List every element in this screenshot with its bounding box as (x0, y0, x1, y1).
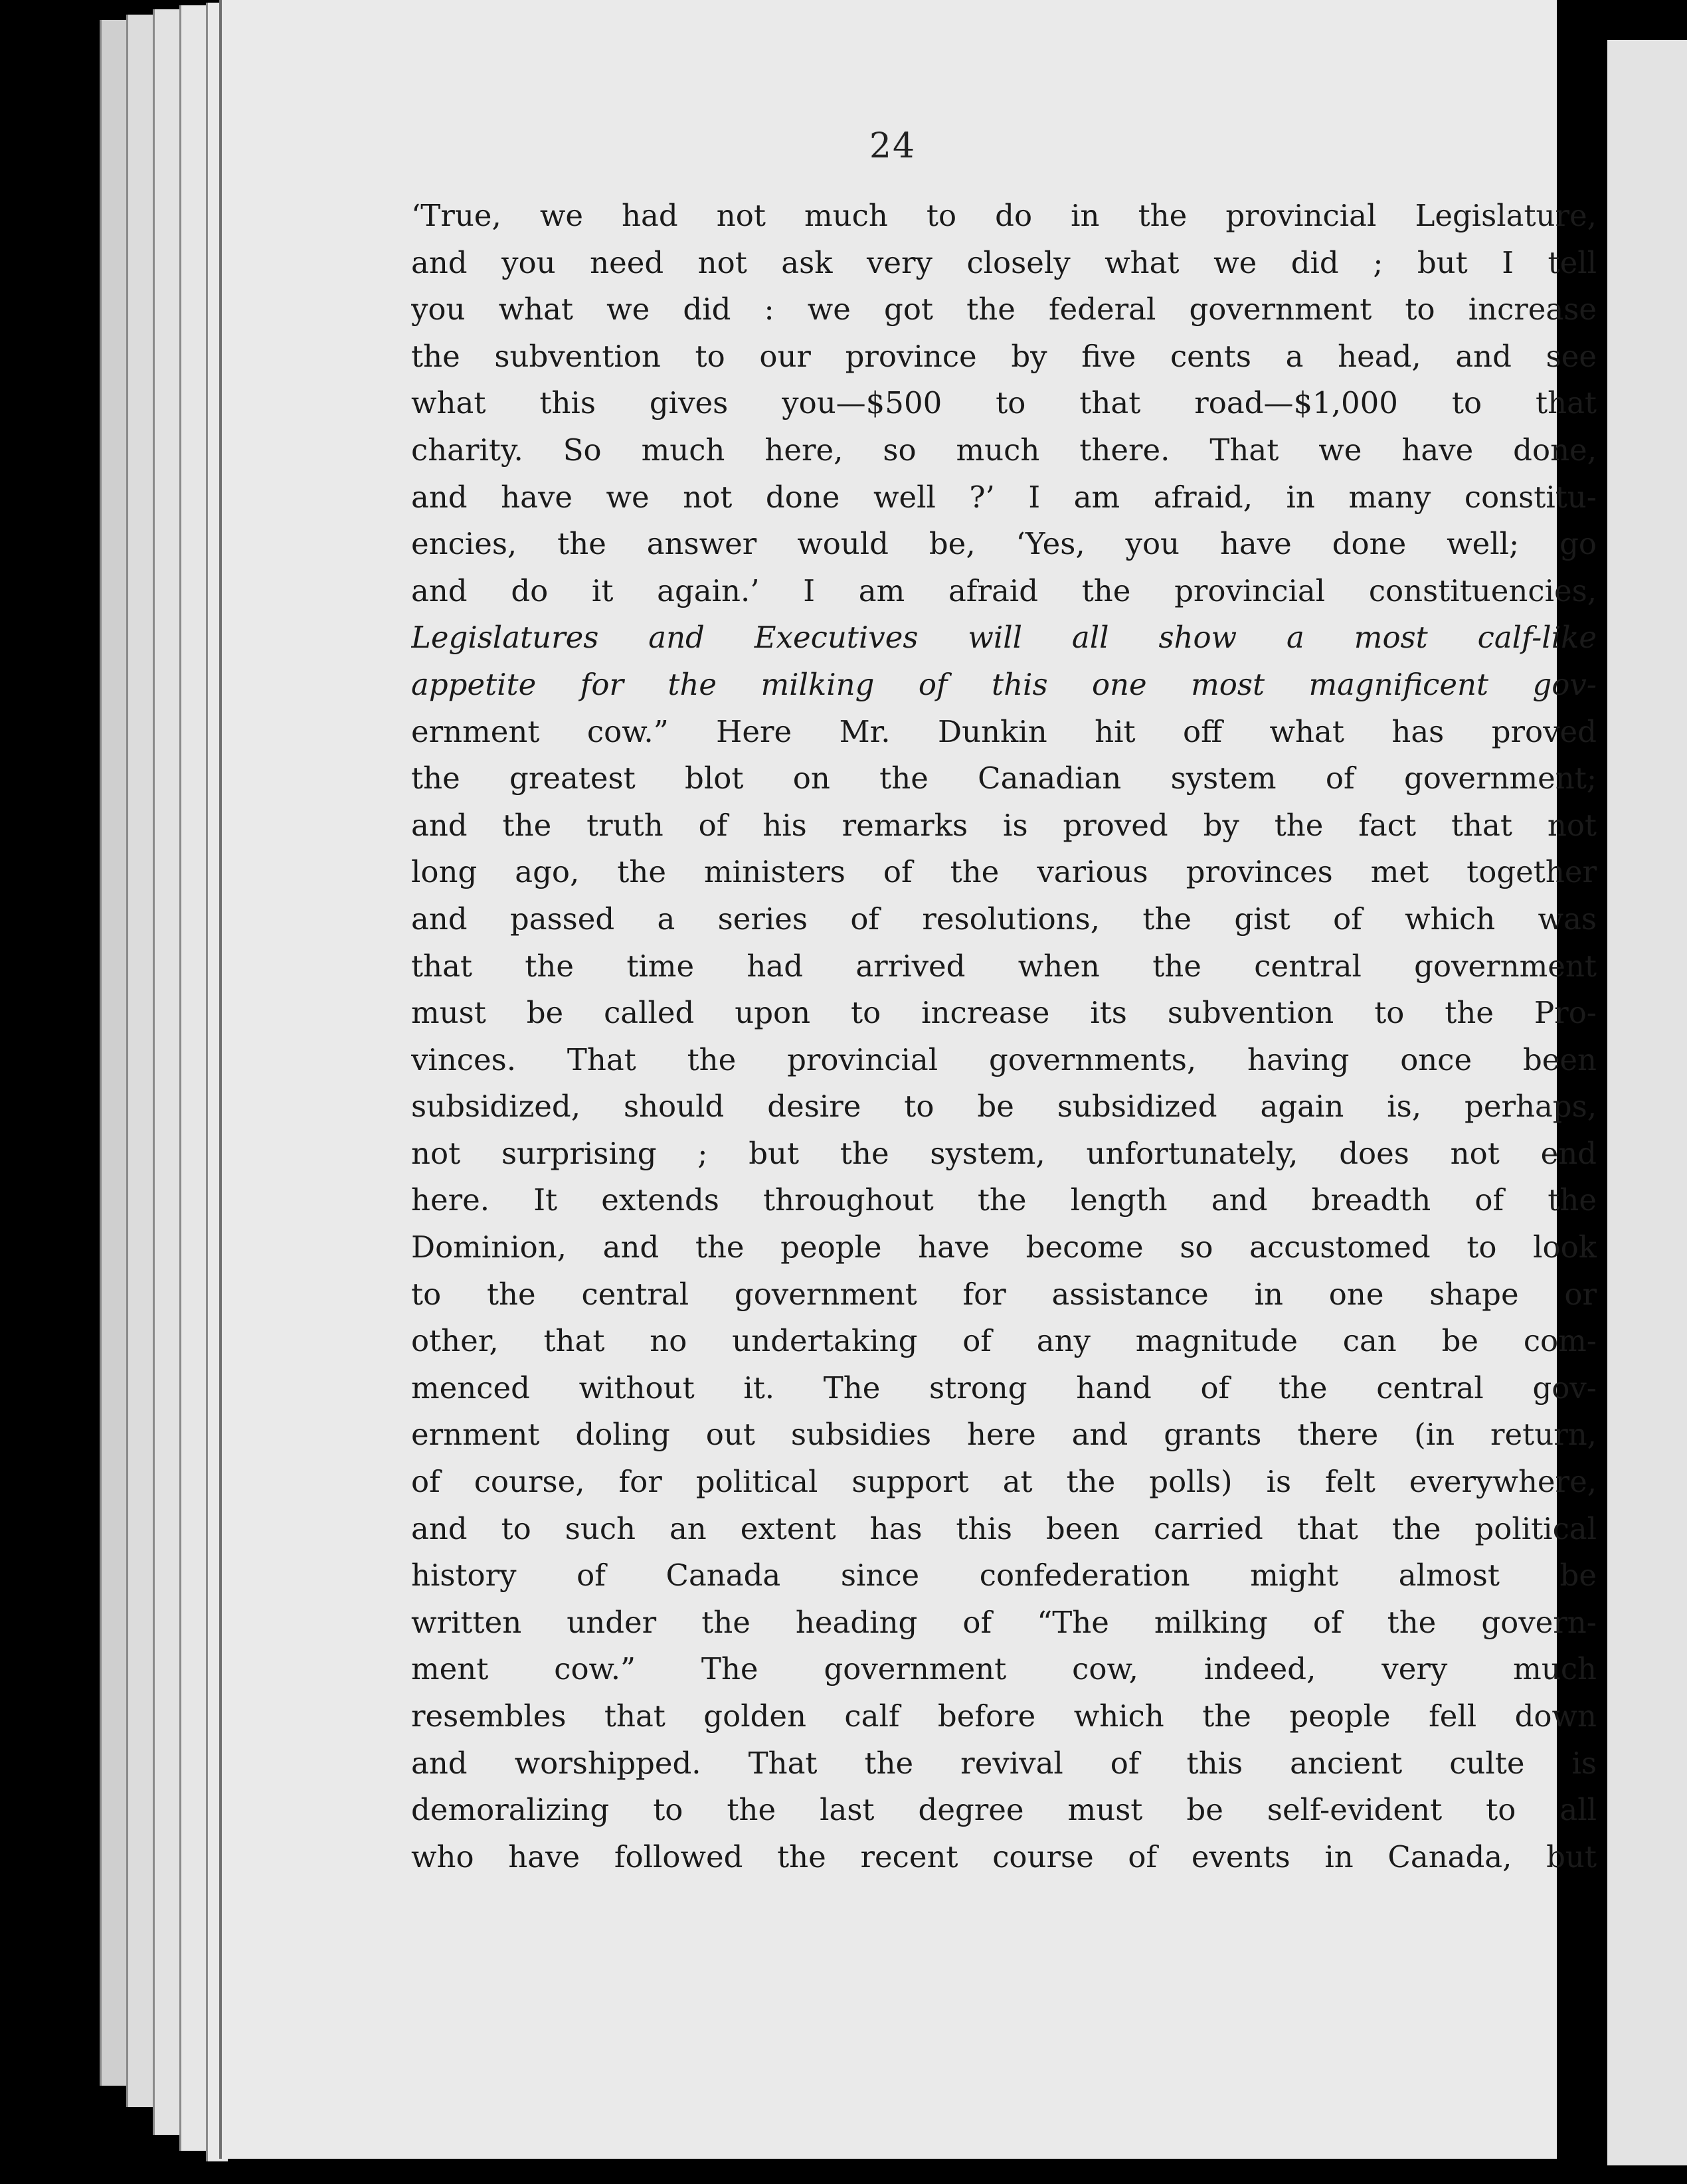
text-line: subsidized, should desire to be subsidized again is, perhaps, (411, 1089, 1597, 1125)
text-line: other, that no undertaking of any magnitude can be com- (411, 1323, 1597, 1359)
text-line: long ago, the ministers of the various provinces met together (411, 854, 1597, 890)
text-line: ernment doling out subsidies here and grants there (in return, (411, 1417, 1597, 1453)
text-line: the greatest blot on the Canadian system of government; (411, 761, 1597, 796)
text-line: and passed a series of resolutions, the gist of which was (411, 901, 1597, 937)
text-line: what this gives you—$500 to that road—$1,000 to that (411, 385, 1597, 421)
text-line: ‘True, we had not much to do in the provincial Legislature, (411, 198, 1597, 233)
text-line: who have followed the recent course of events in Canada, but (411, 1839, 1597, 1874)
text-line: here. It extends throughout the length and breadth of the (411, 1182, 1597, 1218)
text-line: and do it again.’ I am afraid the provincial constituencies, (411, 573, 1597, 608)
text-line: and to such an extent has this been carried that the political (411, 1510, 1597, 1546)
page-number: 24 (869, 126, 917, 166)
book-page (219, 0, 1597, 2159)
facing-page-edge (1607, 40, 1687, 2165)
text-line: ernment cow.” Here Mr. Dunkin hit off what has proved (411, 713, 1597, 749)
text-line: vinces. That the provincial governments, having once been (411, 1042, 1597, 1077)
page-edge (153, 9, 181, 2135)
text-line: demoralizing to the last degree must be self-evident to all (411, 1792, 1597, 1828)
text-line: resembles that golden calf before which the people fell down (411, 1698, 1597, 1734)
text-line: and you need not ask very closely what we did ; but I tell (411, 244, 1597, 280)
text-line: charity. So much here, so much there. That we have done, (411, 432, 1597, 468)
text-line: appetite for the milking of this one most magnificent gov- (411, 666, 1597, 702)
text-line: encies, the answer would be, ‘Yes, you have done well; go (411, 526, 1597, 562)
text-line: not surprising ; but the system, unfortunately, does not end (411, 1135, 1597, 1171)
text-line: Legislatures and Executives will all show a most calf-like (411, 620, 1597, 656)
text-line: the subvention to our province by five cents a head, and see (411, 338, 1597, 374)
page-edge (126, 15, 155, 2107)
text-line: you what we did : we got the federal government to increase (411, 292, 1597, 327)
body-text (411, 193, 1597, 1880)
text-line: and worshipped. That the revival of this ancient culte is (411, 1745, 1597, 1781)
text-line: and have we not done well ?’ I am afraid, in many constitu- (411, 479, 1597, 515)
page-edge (179, 5, 208, 2151)
text-line: of course, for political support at the polls) is felt everywhere, (411, 1464, 1597, 1500)
text-line: Dominion, and the people have become so accustomed to look (411, 1229, 1597, 1265)
text-line: menced without it. The strong hand of the central gov- (411, 1370, 1597, 1406)
text-line: must be called upon to increase its subvention to the Pro- (411, 995, 1597, 1031)
page-edge (100, 20, 128, 2086)
text-line: to the central government for assistance in one shape or (411, 1276, 1597, 1312)
text-line: that the time had arrived when the central government (411, 948, 1597, 984)
text-line: written under the heading of “The milking of the govern- (411, 1604, 1597, 1640)
text-line: history of Canada since confederation might almost be (411, 1558, 1597, 1593)
text-line: and the truth of his remarks is proved by the fact that not (411, 807, 1597, 843)
text-line: ment cow.” The government cow, indeed, very much (411, 1651, 1597, 1687)
